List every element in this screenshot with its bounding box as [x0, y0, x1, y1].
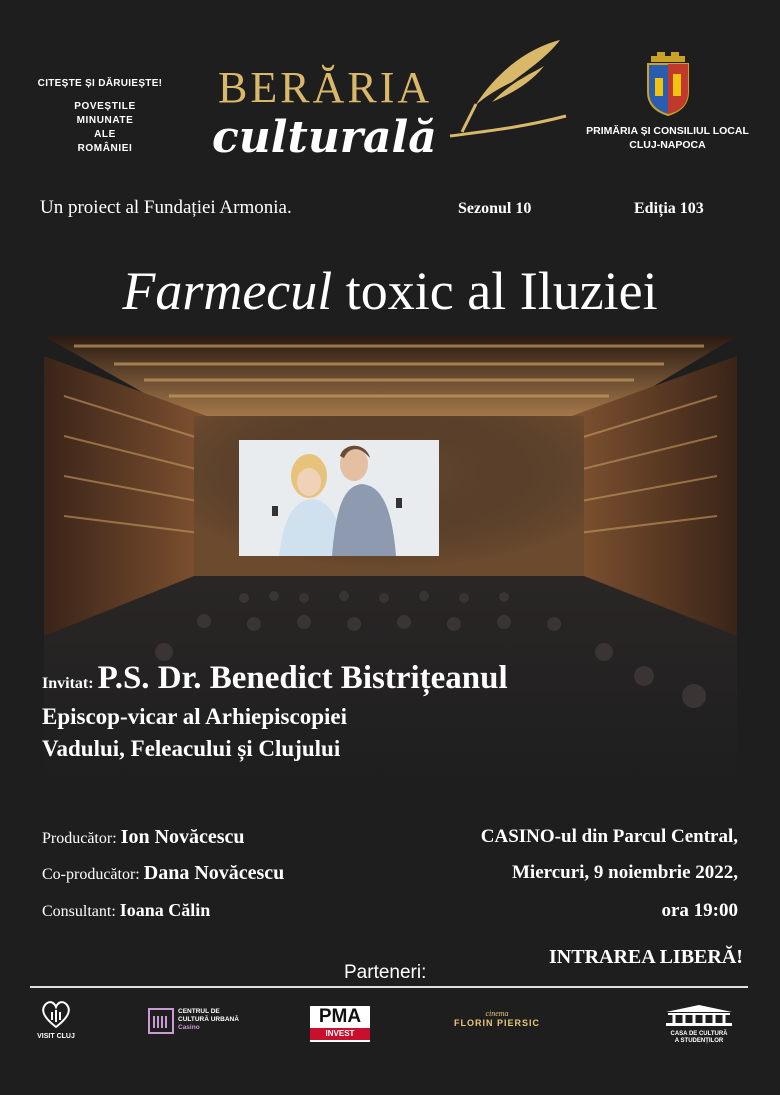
centru-cultura-logo: [148, 1008, 248, 1034]
council-label: [585, 124, 750, 152]
guest-line: [42, 660, 508, 697]
free-entry: INTRAREA LIBERĂ!: [549, 946, 743, 968]
pma-invest-text: INVEST: [310, 1028, 370, 1040]
cinema-text: cinema: [485, 1009, 509, 1018]
visit-cluj-logo: [34, 1000, 78, 1040]
credit-label: Producător:: [42, 830, 117, 847]
building-icon: [664, 1004, 734, 1026]
credit-coproducer: [42, 862, 284, 885]
casa-line: A STUDENȚILOR: [674, 1038, 724, 1044]
city-crest-icon: [645, 52, 691, 116]
title-rest: toxic al Iluziei: [332, 261, 658, 321]
venue-time: ora 19:00: [661, 900, 738, 921]
centru-line: CENTRUL DE: [178, 1008, 220, 1015]
guest-role: Episcop-vicar al Arhiepiscopiei: [42, 704, 347, 729]
title-italic: Farmecul: [122, 261, 333, 321]
credit-consultant: [42, 900, 210, 921]
season-label: Sezonul 10: [458, 200, 532, 217]
stories-line: ALE: [94, 129, 116, 140]
centru-line: Casino: [178, 1024, 200, 1031]
stories-text: [30, 100, 180, 156]
stories-line: POVEȘTILE: [74, 101, 136, 112]
casa-text: [656, 1031, 742, 1045]
event-title: [0, 260, 780, 322]
credit-label: Co-producător:: [42, 866, 140, 883]
tagline: CITEȘTE ȘI DĂRUIEȘTE!: [37, 78, 163, 89]
council-line: PRIMĂRIA ȘI CONSILIUL LOCAL: [586, 125, 749, 137]
venue-date: Miercuri, 9 noiembrie 2022,: [511, 862, 738, 883]
guest-name: P.S. Dr. Benedict Bistrițeanul: [97, 660, 508, 696]
cinema-name: FLORIN PIERSIC: [453, 1018, 540, 1028]
credit-producer: [42, 826, 245, 849]
stories-line: ROMÂNIEI: [77, 143, 133, 154]
brand-name: BERĂRIA: [218, 63, 433, 112]
casa-line: CASA DE CULTURĂ: [670, 1031, 728, 1037]
pma-invest-logo: [310, 1006, 370, 1042]
edition-label: Ediția 103: [634, 200, 704, 217]
credit-value: Ioana Călin: [119, 900, 211, 920]
credit-value: Dana Novăcescu: [143, 862, 285, 884]
partners-label: Parteneri:: [344, 962, 427, 983]
quill-icon: [440, 36, 570, 146]
heart-icon: [41, 1000, 71, 1028]
project-line: Un proiect al Fundației Armonia.: [40, 197, 292, 218]
venue-place: CASINO-ul din Parcul Central,: [480, 826, 738, 847]
council-line: CLUJ-NAPOCA: [629, 139, 706, 151]
stories-line: MINUNATE: [76, 115, 134, 126]
guest-role: Vadului, Feleacului și Clujului: [42, 736, 341, 761]
divider: [30, 986, 748, 988]
pma-text: PMA: [318, 1006, 362, 1027]
cinema-piersic-logo: [447, 1010, 547, 1028]
centru-icon: [148, 1008, 174, 1034]
guest-label: Invitat:: [42, 675, 94, 692]
centru-line: CULTURĂ URBANĂ: [178, 1016, 239, 1023]
casa-studentilor-logo: [656, 1004, 742, 1045]
credit-value: Ion Novăcescu: [120, 826, 245, 848]
brand-script: culturală: [212, 112, 437, 163]
visit-cluj-text: VISIT CLUJ: [37, 1033, 75, 1040]
credit-label: Consultant:: [42, 903, 116, 920]
